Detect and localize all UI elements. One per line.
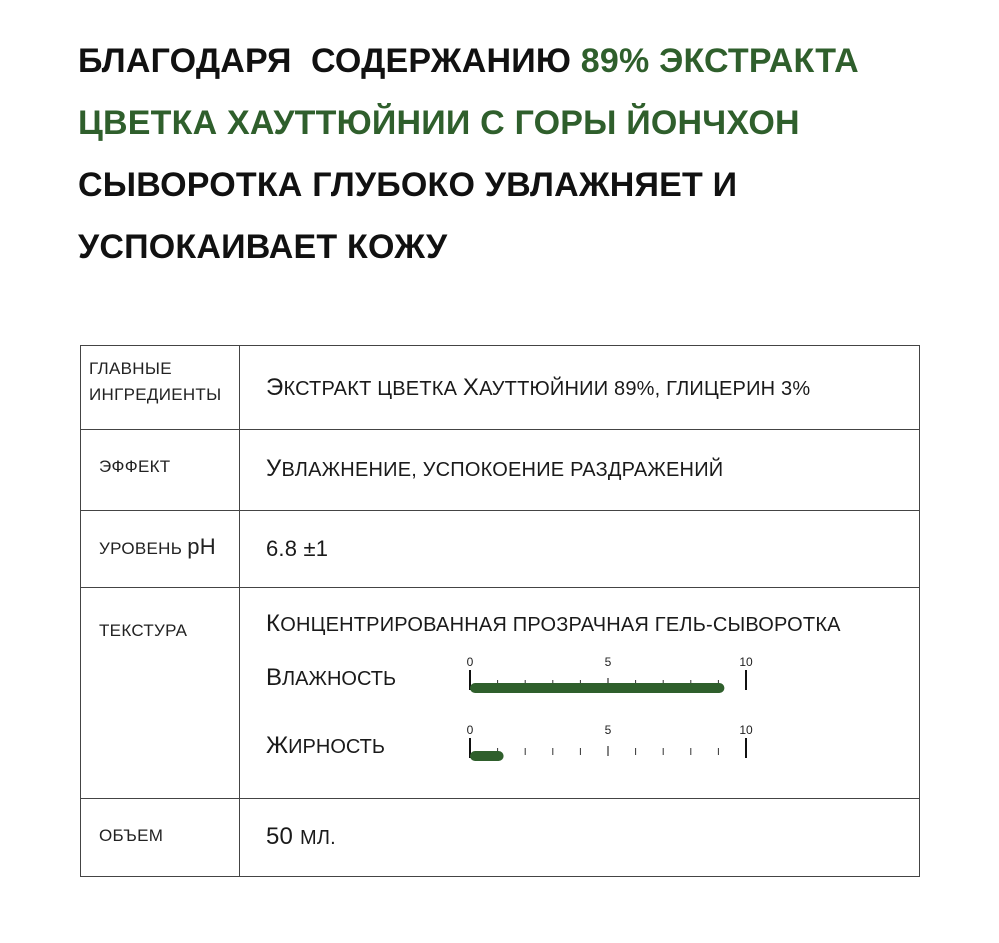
row-texture (81, 588, 920, 799)
scale-tick-label: 0 (466, 723, 474, 737)
texture-cap: К (266, 610, 281, 637)
ph-label-unit: pH (187, 534, 216, 559)
ingredients-label (81, 346, 239, 408)
label-cell-ingredients (81, 346, 240, 430)
headline (78, 30, 958, 278)
texture-rest: ОНЦЕНТРИРОВАННАЯ ПРОЗРАЧНАЯ ГЕЛЬ-СЫВОРОТКА (280, 614, 841, 636)
scale-oiliness-label (266, 732, 385, 760)
texture-value (266, 610, 919, 638)
scale-oiliness-rest: ИРНОСТЬ (288, 736, 386, 758)
scale-oiliness-cap: Ж (266, 732, 289, 759)
scale-oiliness-gauge (466, 714, 766, 782)
scale-tick-label: 0 (466, 655, 474, 669)
ingredients-rest-1: КСТРАКТ ЦВЕТКА (283, 378, 463, 400)
headline-text-green: 89% ЭКСТРАКТА (580, 42, 859, 80)
ph-value: 6.8 ±1 (266, 536, 329, 561)
value-cell-effect (240, 430, 920, 511)
value-cell-ingredients (240, 346, 920, 430)
ingredients-label-line-2: ИНГРЕДИЕНТЫ (89, 385, 222, 404)
texture-label: ТЕКСТУРА (99, 621, 188, 640)
ingredients-cap-1: Э (266, 374, 284, 401)
scale-tick-label: 5 (604, 655, 612, 669)
headline-line-1 (78, 30, 958, 92)
scale-moisture-rest: ЛАЖНОСТЬ (282, 668, 397, 690)
effect-label: ЭФФЕКТ (99, 457, 171, 476)
scale-moisture-label (266, 664, 396, 692)
ph-label-text: УРОВЕНЬ (99, 539, 188, 558)
volume-number: 50 (266, 823, 300, 850)
effect-rest: ВЛАЖНЕНИЕ, УСПОКОЕНИЕ РАЗДРАЖЕНИЙ (281, 459, 724, 481)
ingredients-cap-2: Х (462, 374, 480, 401)
scale-fill-bar (470, 751, 504, 761)
headline-line-4: УСПОКАИВАЕТ КОЖУ (78, 228, 448, 266)
scale-moisture-gauge (466, 646, 766, 714)
headline-line-2: ЦВЕТКА ХАУТТЮЙНИИ С ГОРЫ ЙОНЧХОН (78, 104, 800, 142)
label-cell-ph (81, 511, 240, 588)
scale-moisture-cap: В (266, 664, 283, 691)
value-cell-volume (240, 799, 920, 877)
scale-tick-label: 10 (739, 723, 753, 737)
texture-content (240, 588, 919, 782)
ingredients-label-line-1: ГЛАВНЫЕ (89, 359, 172, 378)
headline-line-3: СЫВОРОТКА ГЛУБОКО УВЛАЖНЯЕТ И (78, 166, 738, 204)
label-cell-texture (81, 588, 240, 799)
volume-unit: МЛ. (299, 827, 336, 849)
effect-cap: У (266, 455, 282, 482)
spec-table (80, 345, 920, 877)
headline-text-black: БЛАГОДАРЯ СОДЕРЖАНИЮ (78, 42, 581, 80)
scale-fill-bar (470, 683, 724, 693)
value-cell-ph (240, 511, 920, 588)
scale-moisture (266, 646, 919, 714)
ingredients-rest-2: АУТТЮЙНИИ 89%, ГЛИЦЕРИН 3% (479, 378, 811, 400)
effect-value (240, 430, 919, 483)
label-cell-effect (81, 430, 240, 511)
scale-tick-label: 5 (604, 723, 612, 737)
volume-label: ОБЪЕМ (99, 826, 164, 845)
scale-tick-label: 10 (739, 655, 753, 669)
row-volume (81, 799, 920, 877)
ph-label (81, 511, 239, 562)
row-ingredients (81, 346, 920, 430)
row-ph (81, 511, 920, 588)
ingredients-value (240, 346, 919, 402)
value-cell-texture (240, 588, 920, 799)
volume-value (240, 799, 919, 851)
row-effect (81, 430, 920, 511)
scale-oiliness (266, 714, 919, 782)
label-cell-volume (81, 799, 240, 877)
